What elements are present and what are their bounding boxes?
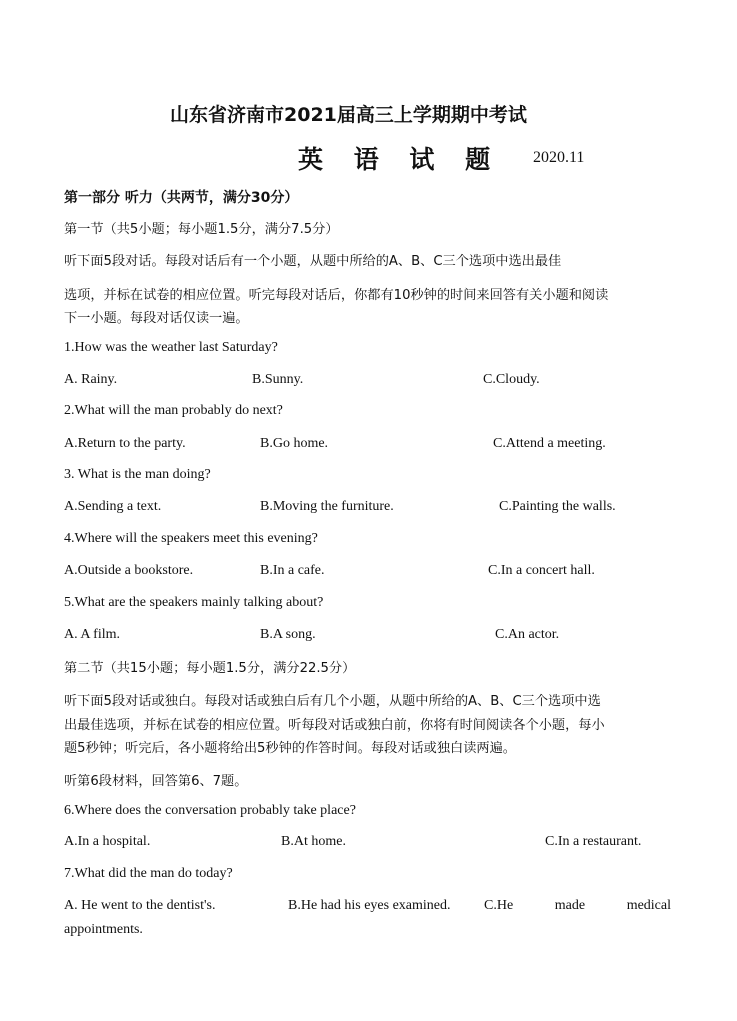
option-c: C.Painting the walls.	[499, 499, 616, 514]
exam-subject: 英 语 试 题	[298, 145, 502, 174]
option-c-word: medical	[626, 898, 671, 913]
option-b: B.He had his eyes examined.	[288, 898, 451, 913]
option-b: B.In a cafe.	[260, 563, 325, 578]
section1-instruction-line: 听下面5段对话。每段对话后有一个小题，从题中所给的A、B、C三个选项中选出最佳	[64, 254, 562, 269]
question-stem: 3. What is the man doing?	[64, 467, 211, 482]
option-c: C.In a concert hall.	[488, 563, 595, 578]
section2-instruction-line: 出最佳选项，并标在试卷的相应位置。听每段对话或独白前，你将有时间阅读各个小题，每小	[64, 718, 605, 733]
option-c-continuation: appointments.	[64, 922, 143, 937]
option-a: A.Return to the party.	[64, 436, 186, 451]
option-a: A. Rainy.	[64, 372, 118, 387]
option-a: A. He went to the dentist's.	[64, 898, 216, 913]
option-a: A.In a hospital.	[64, 834, 151, 849]
section2-instruction-line: 题5秒钟；听完后，各小题将给出5秒钟的作答时间。每段对话或独白读两遍。	[64, 741, 516, 756]
option-a: A.Outside a bookstore.	[64, 563, 194, 578]
question-stem: 7.What did the man do today?	[64, 866, 233, 881]
option-a: A.Sending a text.	[64, 499, 162, 514]
option-b: B.At home.	[281, 834, 346, 849]
section1-heading: 第一节（共5小题；每小题1.5分，满分7.5分）	[64, 222, 339, 237]
question-stem: 5.What are the speakers mainly talking about?	[64, 595, 324, 610]
option-c	[484, 898, 671, 914]
section2-instruction-line: 听下面5段对话或独白。每段对话或独白后有几个小题，从题中所给的A、B、C三个选项中选	[64, 694, 601, 709]
option-b: B.Go home.	[260, 436, 329, 451]
option-c: C.An actor.	[495, 627, 560, 642]
option-c-word: C.He	[484, 898, 514, 913]
question-stem: 2.What will the man probably do next?	[64, 403, 283, 418]
option-b: B.Sunny.	[252, 372, 304, 387]
option-c: C.Attend a meeting.	[493, 436, 606, 451]
exam-date: 2020.11	[533, 149, 585, 166]
question-stem: 4.Where will the speakers meet this evening?	[64, 531, 318, 546]
option-c: C.Cloudy.	[483, 372, 540, 387]
question-stem: 6.Where does the conversation probably take place?	[64, 803, 356, 818]
section1-instruction-line: 下一小题。每段对话仅读一遍。	[64, 311, 249, 326]
option-a: A. A film.	[64, 627, 121, 642]
option-c: C.In a restaurant.	[545, 834, 642, 849]
option-b: B.Moving the furniture.	[260, 499, 394, 514]
section1-instruction-line: 选项，并标在试卷的相应位置。听完每段对话后，你都有10秒钟的时间来回答有关小题和阅读	[64, 288, 609, 303]
part1-heading: 第一部分 听力（共两节，满分30分）	[64, 190, 299, 206]
option-c-word: made	[554, 898, 586, 913]
exam-title: 山东省济南市2021届高三上学期期中考试	[170, 104, 527, 126]
material-note: 听第6段材料，回答第6、7题。	[64, 774, 248, 789]
option-b: B.A song.	[260, 627, 316, 642]
question-stem: 1.How was the weather last Saturday?	[64, 340, 278, 355]
section2-heading: 第二节（共15小题；每小题1.5分，满分22.5分）	[64, 661, 356, 676]
